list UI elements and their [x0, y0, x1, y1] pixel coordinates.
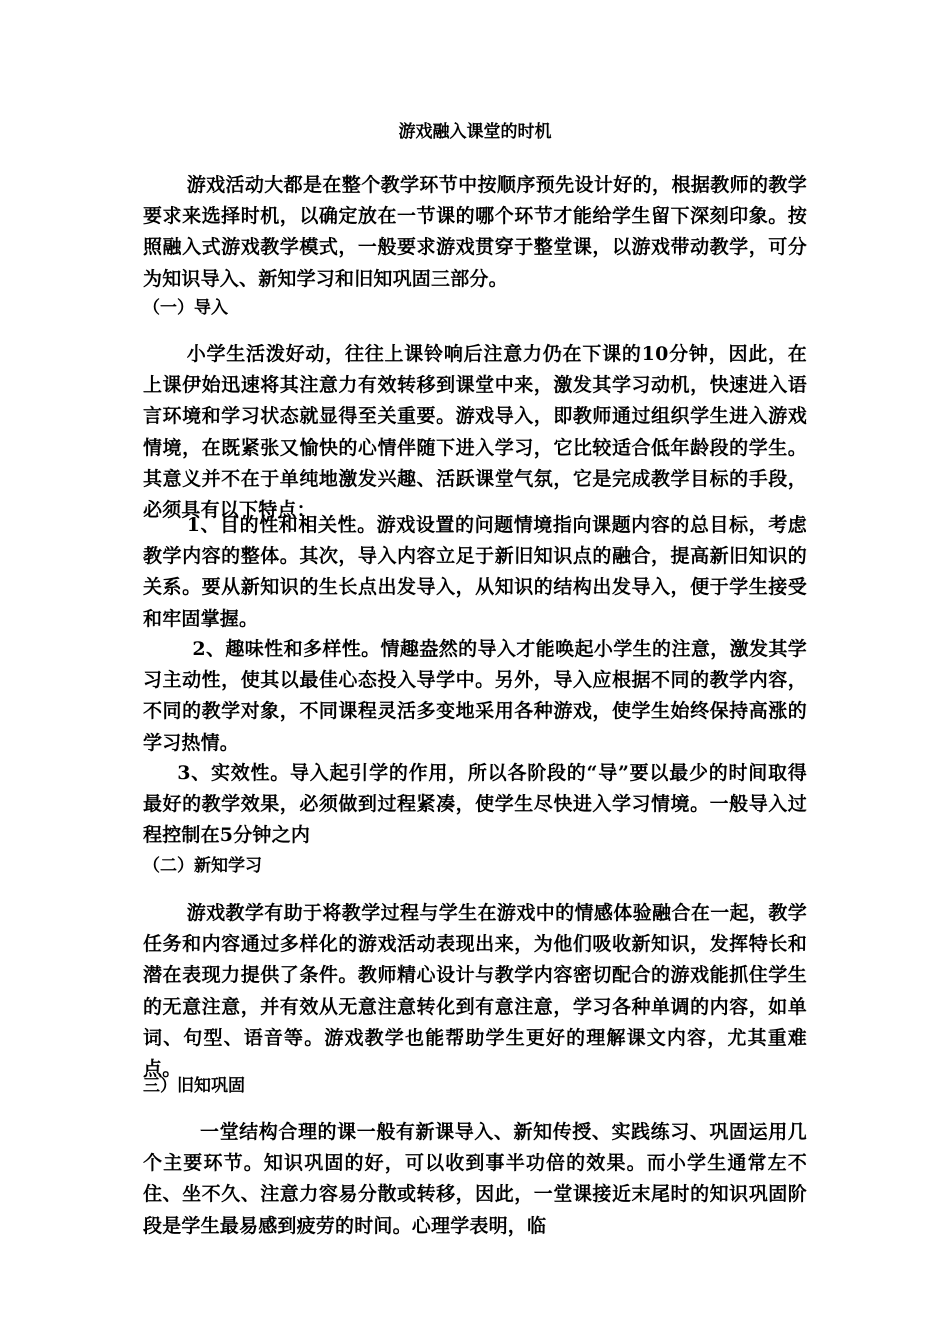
section-new-knowledge-paragraph: 游戏教学有助于将教学过程与学生在游戏中的情感体验融合在一起，教学任务和内容通过多样化的游戏活动表现出来，为他们吸收新知识，发挥特长和潜在表现力提供了条件。教师精心设计与教学内容密切配合的游戏能抓住学生的无意注意，并有效从无意注意转化到有意注意，学习各种单调的内容，如单词、句型、语音等。游戏教学也能帮助学生更好的理解课文内容，尤其重难点。	[143, 902, 807, 1081]
section-consolidation-paragraph: 一堂结构合理的课一般有新课导入、新知传授、实践练习、巩固运用几个主要环节。知识巩固的好，可以收到事半功倍的效果。而小学生通常左不住、坐不久、注意力容易分散或转移，因此，一堂课接近末尾时的知识巩固阶段是学生最易感到疲劳的时间。心理学表明，临	[143, 1121, 807, 1237]
point-3-paragraph: 3、实效性。导入起引学的作用，所以各阶段的“导”要以最少的时间取得最好的教学效果，必须做到过程紧凑，使学生尽快进入学习情境。一般导入过程控制在5分钟之内	[143, 762, 807, 847]
point-2-paragraph: 2、趣味性和多样性。情趣盎然的导入才能唤起小学生的注意，激发其学习主动性，使其以最佳心态投入导学中。另外，导入应根据不同的教学内容，不同的教学对象，不同课程灵活多变地采用各种游戏，使学生始终保持高涨的学习热情。	[143, 638, 807, 754]
section-intro-paragraph: 小学生活泼好动，往往上课铃响后注意力仍在下课的10分钟，因此，在上课伊始迅速将其注意力有效转移到课堂中来，激发其学习动机，快速进入语言环境和学习状态就显得至关重要。游戏导入，即教师通过组织学生进入游戏情境，在既紧张又愉快的心情伴随下进入学习，它比较适合低年龄段的学生。其意义并不在于单纯地激发兴趣、活跃课堂气氛，它是完成教学目标的手段，必须具有以下特点：	[143, 343, 807, 522]
section-heading-intro: （一）导入	[143, 298, 228, 318]
point-1-paragraph: 1、目的性和相关性。游戏设置的问题情境指向课题内容的总目标，考虑教学内容的整体。其次，导入内容立足于新旧知识点的融合，提高新旧知识的关系。要从新知识的生长点出发导入，从知识的结构出发导入，便于学生接受和牢固掌握。	[143, 514, 807, 630]
page-title: 游戏融入课堂的时机	[398, 122, 552, 142]
intro-paragraph: 游戏活动大都是在整个教学环节中按顺序预先设计好的，根据教师的教学要求来选择时机，以确定放在一节课的哪个环节才能给学生留下深刻印象。按照融入式游戏教学模式，一般要求游戏贯穿于整堂课，以游戏带动教学，可分为知识导入、新知学习和旧知巩固三部分。	[143, 174, 807, 290]
section-heading-consolidation: 三）旧知巩固	[143, 1076, 245, 1096]
section-heading-new-knowledge: （二）新知学习	[143, 856, 262, 876]
